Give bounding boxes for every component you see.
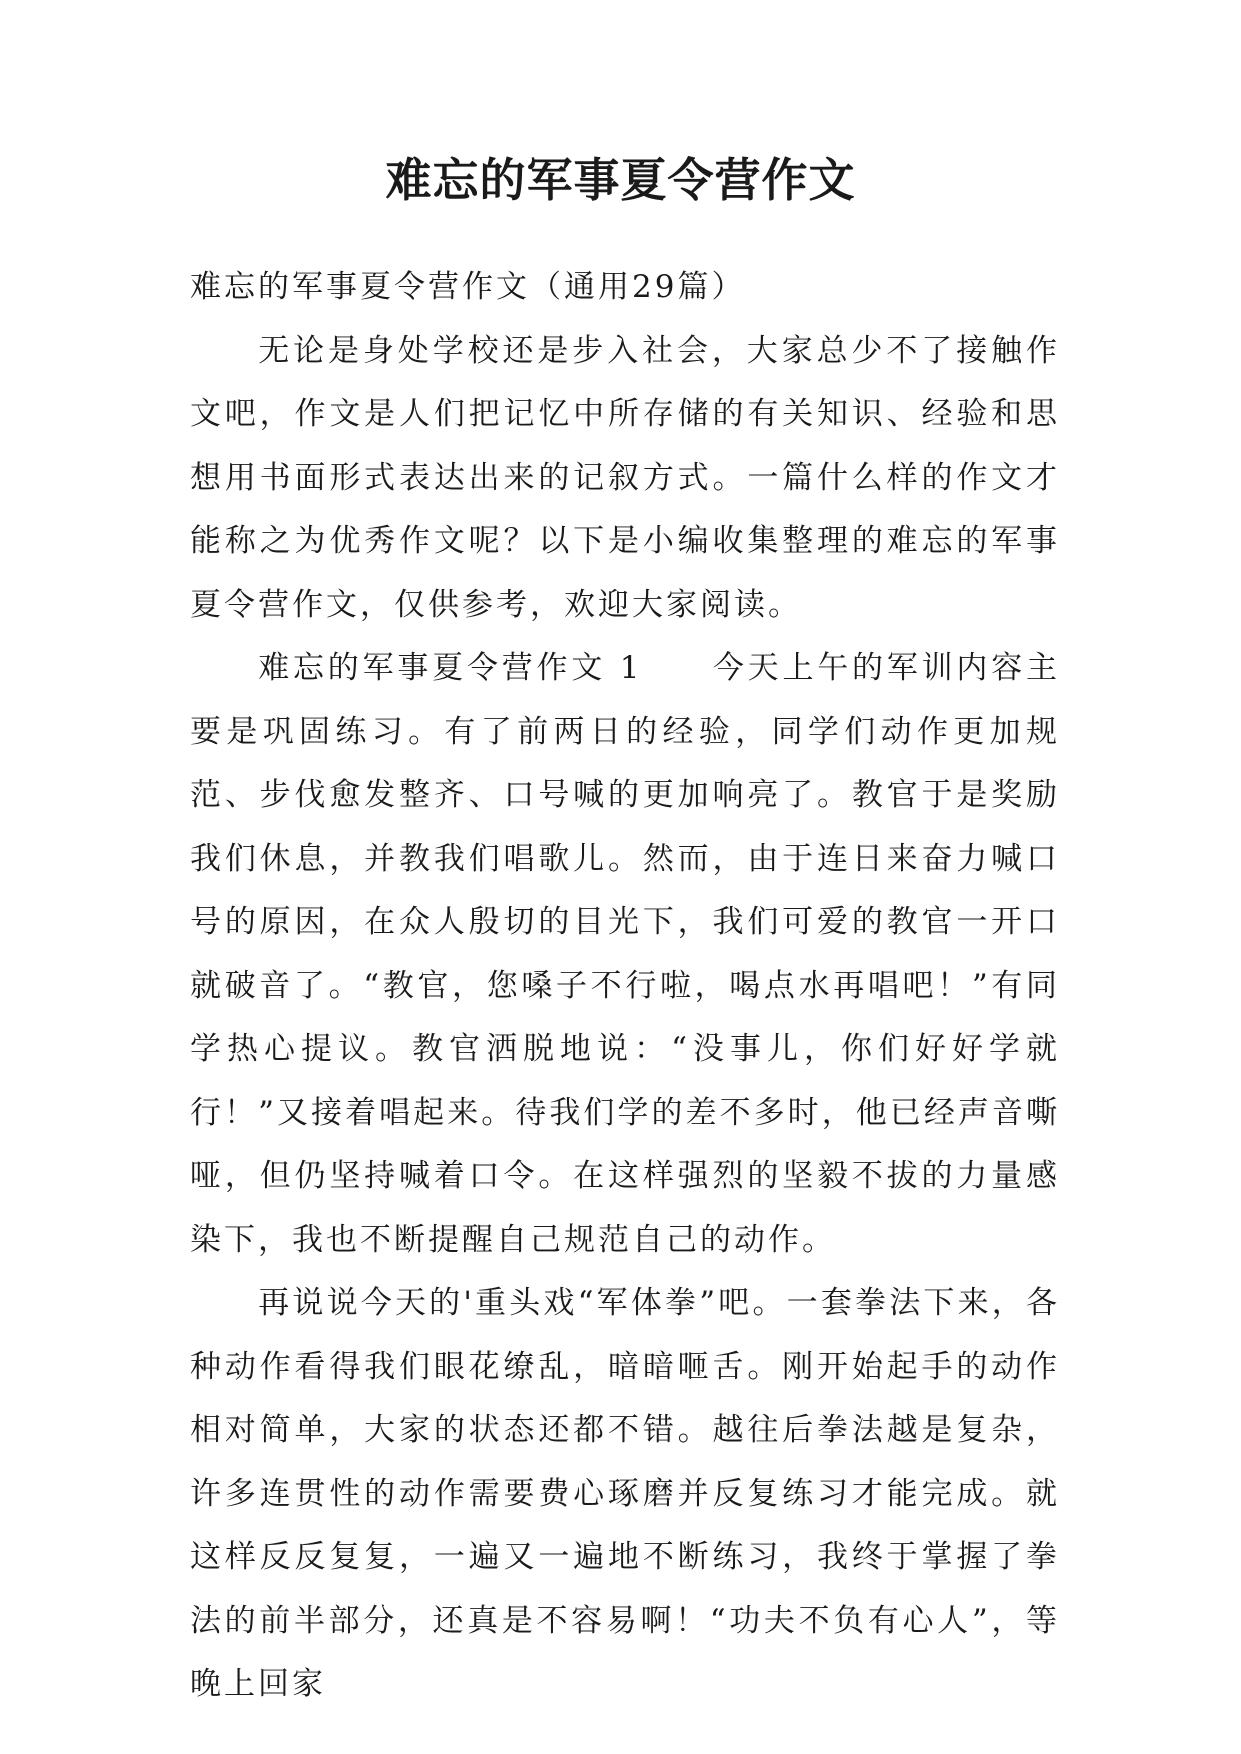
essay-paragraph: 难忘的军事夏令营作文 1 今天上午的军训内容主要是巩固练习。有了前两日的经验，同学们动作更加规范、步伐愈发整齐、口号喊的更加响亮了。教官于是奖励我们休息，并教我们唱歌儿。然而，由于连日来奋力喊口号的原因，在众人殷切的目光下，我们可爱的教官一开口就破音了。“教官，您嗓子不行啦，喝点水再唱吧！”有同学热心提议。教官洒脱地说：“没事儿，你们好好学就行！”又接着唱起来。待我们学的差不多时，他已经声音嘶哑，但仍坚持喊着口令。在这样强烈的坚毅不拔的力量感染下，我也不断提醒自己规范自己的动作。 (190, 650, 1060, 1258)
essay-paragraph: 再说说今天的'重头戏“军体拳”吧。一套拳法下来，各种动作看得我们眼花缭乱，暗暗咂舌。刚开始起手的动作相对简单，大家的状态还都不错。越往后拳法越是复杂，许多连贯性的动作需要费心琢磨并反复练习才能完成。就这样反反复复，一遍又一遍地不断练习，我终于掌握了拳法的前半部分，还真是不容易啊！“功夫不负有心人”，等晚上回家 (190, 1285, 1060, 1702)
document-subtitle: 难忘的军事夏令营作文（通用29篇） (190, 269, 746, 305)
intro-paragraph: 无论是身处学校还是步入社会，大家总少不了接触作文吧，作文是人们把记忆中所存储的有关知识、经验和思想用书面形式表达出来的记叙方式。一篇什么样的作文才能称之为优秀作文呢？以下是小编收集整理的难忘的军事夏令营作文，仅供参考，欢迎大家阅读。 (190, 332, 1060, 623)
document-title: 难忘的军事夏令营作文 (385, 153, 856, 207)
document-body (190, 256, 1060, 1717)
